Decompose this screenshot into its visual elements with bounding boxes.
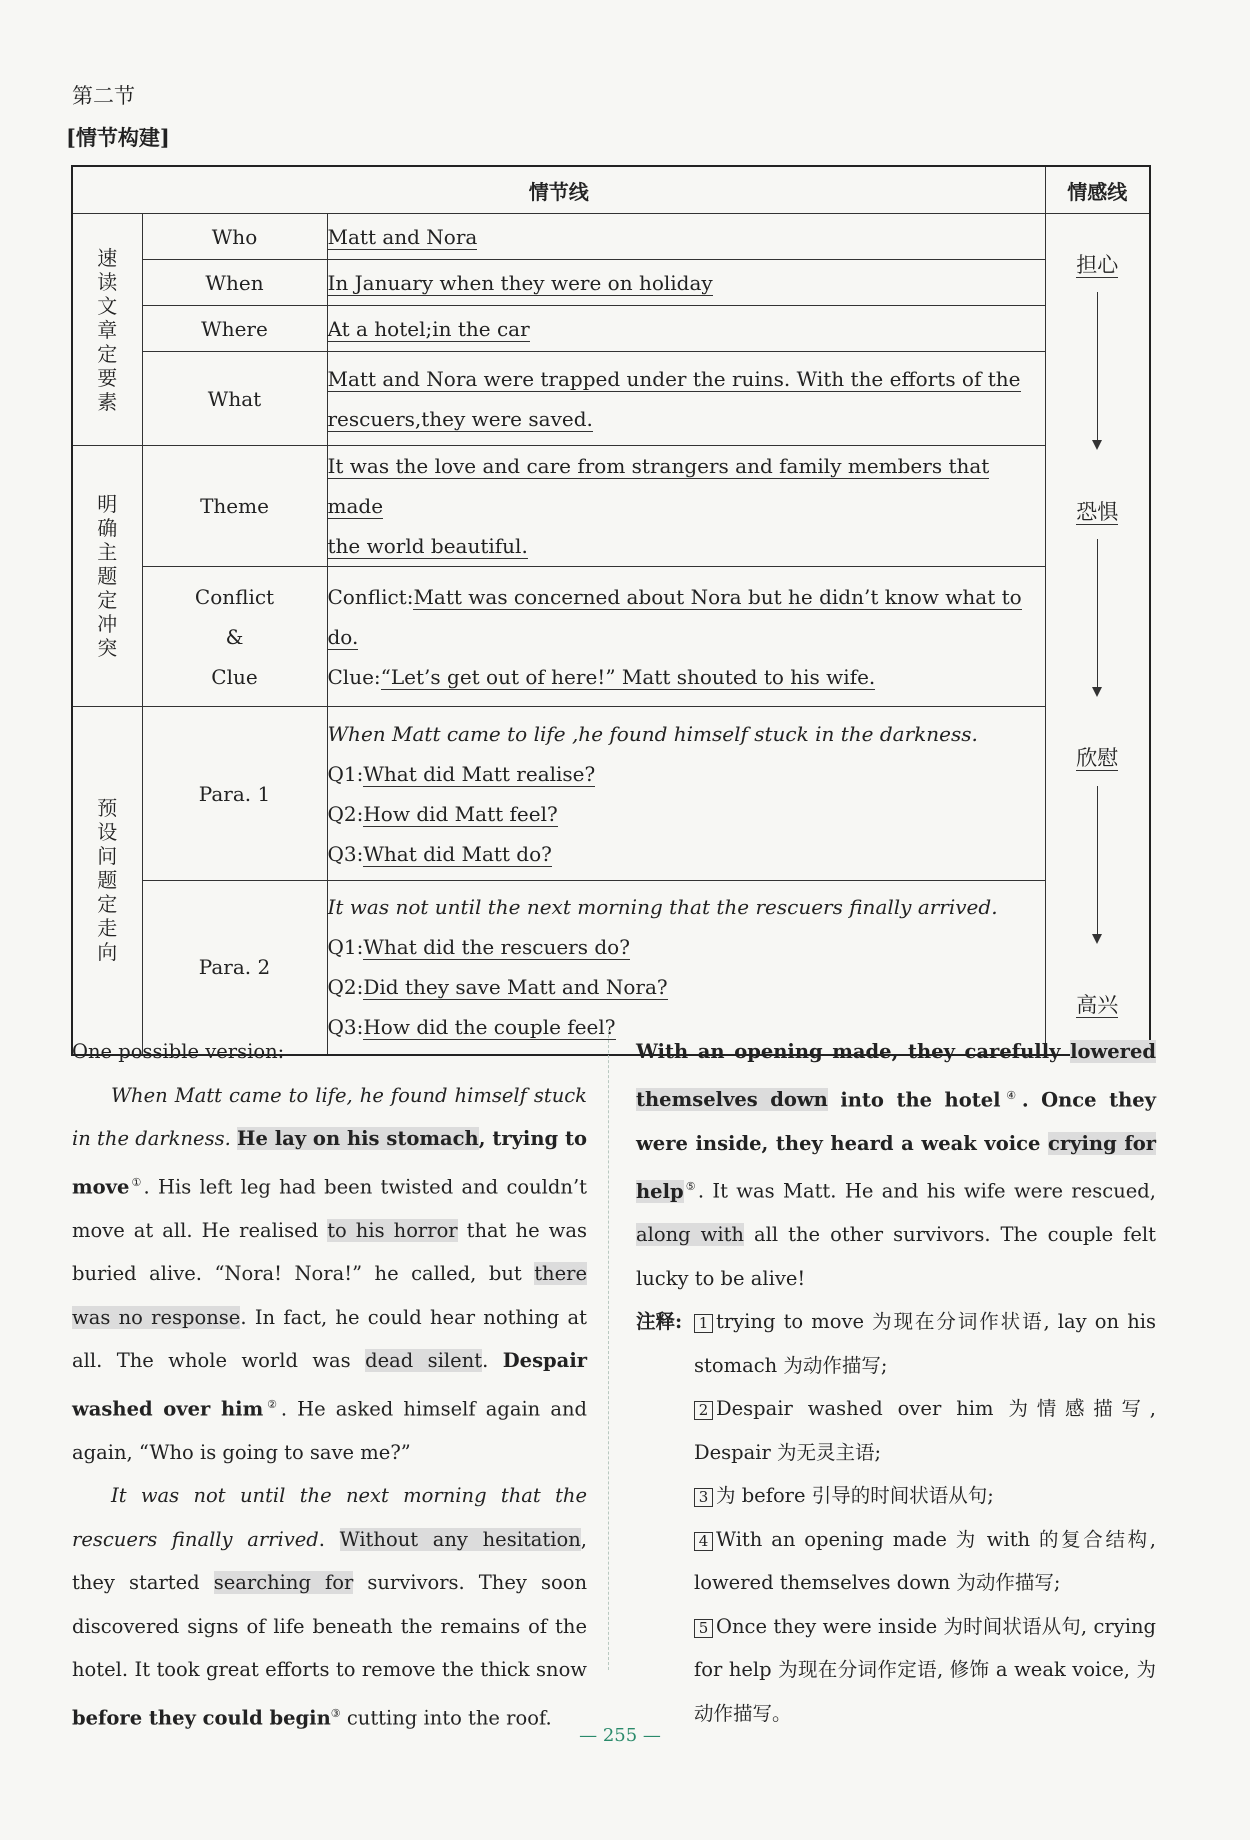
emotion-line	[1045, 214, 1150, 1055]
essay-left-column	[72, 1030, 587, 1740]
note-3: 3 为 before 引导的时间状语从句;	[636, 1474, 1156, 1518]
emotion-relief: 欣慰	[1076, 746, 1119, 770]
arrow-head-2	[1092, 687, 1102, 697]
subsection-title: [情节构建]	[66, 125, 170, 150]
essay-intro: One possible version:	[72, 1040, 285, 1063]
where-value: At a hotel;in the car	[327, 306, 1045, 352]
arrow-head-1	[1092, 440, 1102, 450]
para2-label: Para. 2	[142, 881, 327, 1055]
conflict-clue-value: Conflict:Matt was concerned about Nora but he didn’t know what to do. Clue:“Let’s get out of here!” Matt shouted to his wife.	[327, 567, 1045, 707]
theme-label: Theme	[142, 446, 327, 567]
arrow-1	[1097, 292, 1098, 442]
arrow-3	[1097, 786, 1098, 936]
essay-paragraph-2-start: It was not until the next morning that the rescuers finally arrived. Without any hesitation, they started searching for survivors. They soon discovered signs of life beneath the remains of the hotel. It took great efforts to remove the thick snow before they could begin③ cutting into the roof.	[72, 1484, 588, 1729]
note-4: 4 With an opening made 为 with 的复合结构, lowered themselves down 为动作描写;	[694, 1527, 1156, 1594]
para1-label: Para. 1	[142, 707, 327, 881]
theme-value: It was the love and care from strangers and family members that made the world beautiful.	[327, 446, 1045, 567]
section-title: 第二节	[72, 84, 135, 108]
emotion-fear: 恐惧	[1076, 500, 1119, 524]
who-value: Matt and Nora	[327, 214, 1045, 260]
what-value: Matt and Nora were trapped under the ruins. With the efforts of the rescuers,they were saved.	[327, 352, 1045, 446]
note-5: 5 Once they were inside 为时间状语从句, crying for help 为现在分词作定语, 修饰 a weak voice, 为动作描写。	[694, 1614, 1156, 1725]
emotion-joy: 高兴	[1076, 993, 1119, 1017]
essay-paragraph-1: When Matt came to life, he found himself stuck in the darkness. He lay on his stomach, trying to move①. His left leg had been twisted and couldn’t move at all. He realised to his horror that he was buried alive. “Nora! Nora!” he called, but there was no response. In fact, he could hear nothing at all. The whole world was dead silent. Despair washed over him②. He asked himself again and again, “Who is going to save me?”	[72, 1083, 588, 1464]
who-label: Who	[142, 214, 327, 260]
column-divider	[608, 1030, 609, 1670]
arrow-head-3	[1092, 934, 1102, 944]
essay-right-column	[636, 1030, 1156, 1735]
note-1: 注释: 1 trying to move 为现在分词作状语, lay on his stomach 为动作描写;	[636, 1300, 1156, 1387]
emotion-worry: 担心	[1076, 253, 1119, 277]
essay-paragraph-2-cont: With an opening made, they carefully lowered themselves down into the hotel④. Once they were inside, they heard a weak voice crying for help⑤. It was Matt. He and his wife were rescued, along with all the other survivors. The couple felt lucky to be alive!	[636, 1040, 1157, 1290]
notes-label: 注释:	[636, 1310, 683, 1333]
para1-questions: When Matt came to life ,he found himself stuck in the darkness. Q1:What did Matt realise? Q2:How did Matt feel? Q3:What did Matt do?	[327, 707, 1045, 881]
group-questions: 预 设 问 题 定 走 向	[72, 707, 142, 1055]
where-label: Where	[142, 306, 327, 352]
when-label: When	[142, 260, 327, 306]
group-theme: 明 确 主 题 定 冲 突	[72, 446, 142, 707]
what-label: What	[142, 352, 327, 446]
group-elements: 速 读 文 章 定 要 素	[72, 214, 142, 446]
note-2: 2 Despair washed over him 为情感描写, Despair 为无灵主语;	[694, 1397, 1156, 1464]
para2-questions: It was not until the next morning that the rescuers finally arrived. Q1:What did the rescuers do? Q2:Did they save Matt and Nora? Q3:How did the couple feel?	[327, 881, 1045, 1055]
emotion-line-header: 情感线	[1045, 166, 1150, 214]
plot-table	[71, 165, 1151, 1056]
plot-line-header: 情节线	[72, 166, 1045, 214]
arrow-2	[1097, 539, 1098, 689]
page-number: — 255 —	[579, 1725, 661, 1746]
conflict-clue-label: Conflict & Clue	[142, 567, 327, 707]
when-value: In January when they were on holiday	[327, 260, 1045, 306]
